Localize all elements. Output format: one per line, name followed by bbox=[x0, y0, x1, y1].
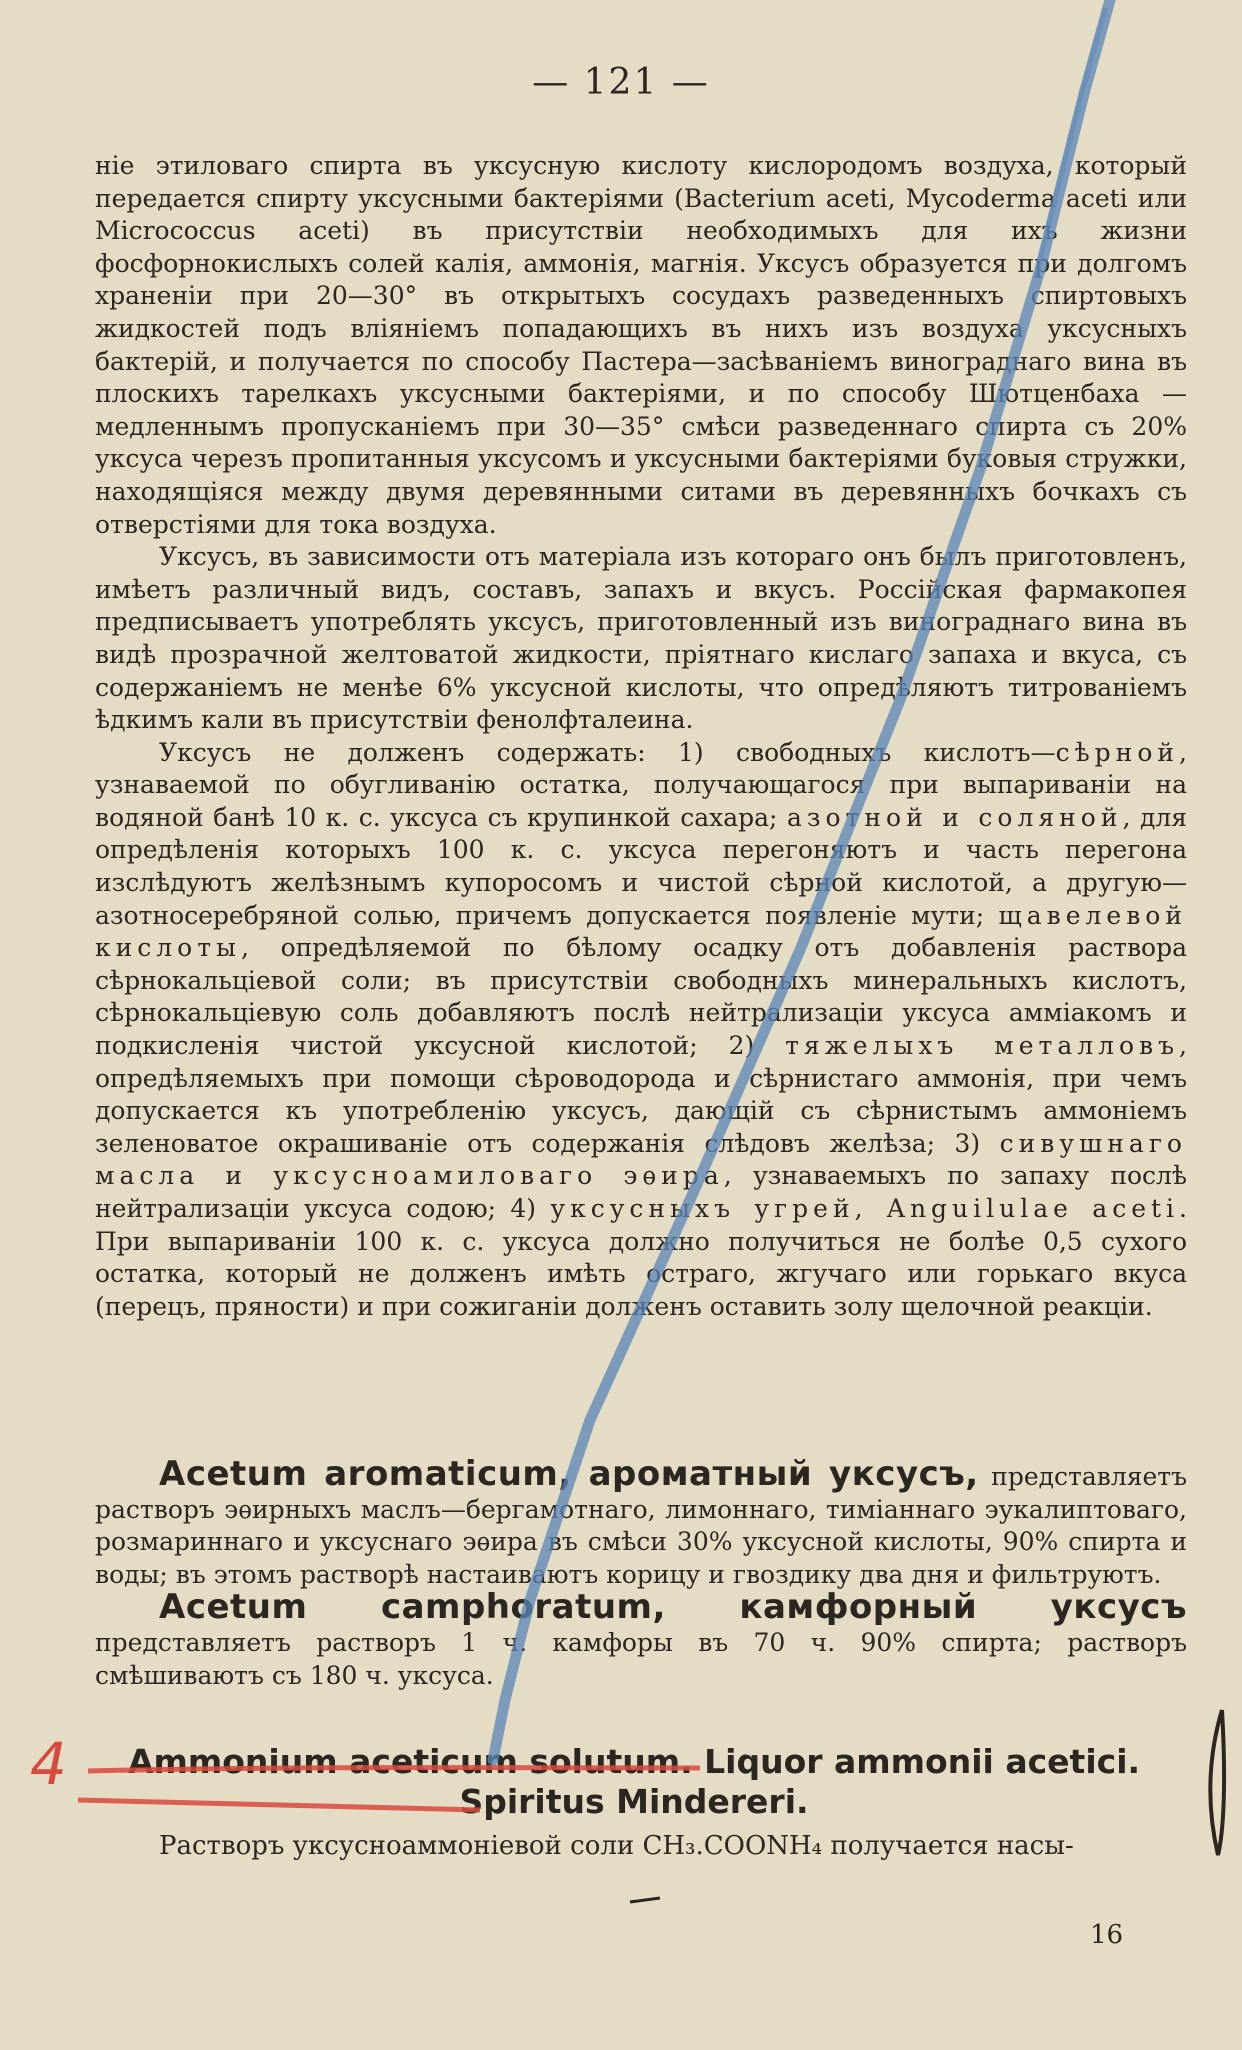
paragraph-vinegar-properties: Уксусъ, въ зависимости отъ матеріала изъ котораго онъ былъ приготовленъ, имѣетъ различный видъ, составъ, запахъ и вкусъ. Россійская фармакопея предписываетъ употреблять уксусъ, приготовленный изъ винограднаго вина въ видѣ прозрачной желтоватой жидкости, пріятнаго кислаго запаха и вкуса, съ содержаніемъ не менѣе 6% уксусной кислоты, что опредѣляютъ титрованіемъ ѣдкимъ кали въ присутствіи фенолфталеина. bbox=[95, 542, 1187, 735]
text-run: , для опредѣленія которыхъ 100 к. с. уксуса перегоняютъ и часть перегона изслѣдуютъ желѣзнымъ купоросомъ и чистой сѣрной кислотой, а другую—азотносеребряной солью, причемъ допускается появленіе мути; bbox=[95, 802, 1187, 930]
text-run: . При выпариваніи 100 к. с. уксуса должно получиться не болѣе 0,5 сухого остатка, который не долженъ имѣть остраго, жгучаго или горькаго вкуса (перецъ, пряности) и при сожиганіи долженъ оставить золу щелочной реакціи. bbox=[95, 1194, 1187, 1321]
red-strike-stroke bbox=[78, 1800, 480, 1810]
entry-heading-camphoratum: Acetum camphoratum, камфорный уксусъ bbox=[159, 1587, 1187, 1628]
entry-heading-aromaticum: Acetum aromaticum, ароматный уксусъ, bbox=[159, 1454, 979, 1494]
red-margin-number: 4 bbox=[30, 1730, 67, 1798]
blue-pen-stroke-edge bbox=[1036, 10, 1105, 276]
red-underline-stroke bbox=[88, 1768, 700, 1771]
continued-paragraph-line: Растворъ уксусноаммоніевой соли CH₃.COONH₄ получается насы- bbox=[159, 1831, 1074, 1861]
text-run: , узнаваемой по обугливанію остатка, получающагося при выпариваніи на водяной банѣ 10 к. с. уксуса съ крупинкой сахара; bbox=[95, 737, 1187, 832]
entry-text-camphoratum: представляетъ растворъ 1 ч. камфоры въ 70 ч. 90% спирта; растворъ смѣшиваютъ съ 180 ч. уксуса. bbox=[95, 1627, 1187, 1690]
emphasis-vinegar-eels: уксусныхъ угрей, Anguilulae aceti bbox=[550, 1194, 1180, 1223]
text-run: , опредѣляемой по бѣлому осадку отъ добавленія раствора сѣрнокальціевой соли; въ присутствіи свободныхъ минеральныхъ кислотъ, сѣрнокальціевую соль добавляютъ послѣ нейтрализаціи уксуса аммiакомъ и подкисленія чистой уксусной кислотой; 2) bbox=[95, 933, 1187, 1061]
text-run: , опредѣляемыхъ при помощи сѣроводорода и сѣрнистаго аммонія, при чемъ допускается къ употребленію уксусъ, дающій съ сѣрнистымъ аммоніемъ зеленоватое окрашиваніе отъ содержанія слѣдовъ желѣза; 3) bbox=[95, 1031, 1187, 1158]
emphasis-sulfuric: сѣрной bbox=[1055, 737, 1180, 767]
blue-pen-stroke bbox=[493, 0, 1110, 1760]
emphasis-oxalic: щавелевой кислоты bbox=[95, 900, 1187, 963]
emphasis-fusel-oil: сивушнаго масла и уксусноамиловаго эѳира bbox=[95, 1128, 1187, 1191]
entry-text-aromaticum: представляетъ растворъ эѳирныхъ маслъ—бергамотнаго, лимоннаго, тиміаннаго эукалиптоваго, розмариннаго и уксуснаго эѳира въ смѣси 30% уксусной кислоты, 90% спирта и воды; въ этомъ растворѣ настаиваютъ корицу и гвоздику два дня и фильтруютъ. bbox=[95, 1462, 1188, 1589]
ink-dash-mark bbox=[630, 1898, 660, 1902]
emphasis-heavy-metals: тяжелыхъ металловъ bbox=[785, 1031, 1180, 1061]
paragraph-vinegar-formation: ніе этиловаго спирта въ уксусную кислоту кислородомъ воздуха, который передается спирту уксусными бактеріями (Bacterium aceti, Mycoderma aceti или Micrococcus aceti) въ присутствіи необходимыхъ для ихъ жизни фосфорнокислыхъ солей калія, аммонія, магнія. Уксусъ образуется при долгомъ храненіи при 20—30° въ открытыхъ сосудахъ разведенныхъ спиртовыхъ жидкостей подъ вліяніемъ попадающихъ въ нихъ изъ воздуха уксусныхъ бактерій, и получается по способу Пастера—засѣваніемъ винограднаго вина въ плоскихъ тарелкахъ уксусными бактеріями, и по способу Шютценбаха — медленнымъ пропусканіемъ при 30—35° смѣси разведеннаго спирта съ 20% уксуса черезъ пропитанныя уксусомъ и уксусными бактеріями буковыя стружки, находящіяся между двумя деревянными ситами въ деревянныхъ бочкахъ съ отверстіями для тока воздуха. bbox=[95, 151, 1187, 539]
section-heading-ammonium-aceticum: Ammonium aceticum solutum. Liquor ammonii acetici. Spiritus Mindereri. bbox=[127, 1742, 1141, 1821]
emphasis-nitric-hydrochloric: азотной и соляной bbox=[786, 802, 1123, 832]
page-number: — 121 — bbox=[532, 62, 710, 103]
margin-pencil-mark bbox=[1210, 1710, 1224, 1855]
text-run: , узнаваемыхъ по запаху послѣ нейтрализаціи уксуса содою; 4) bbox=[95, 1161, 1187, 1223]
text-run: Уксусъ не долженъ содержать: 1) свободныхъ кислотъ— bbox=[159, 737, 1056, 767]
signature-number: 16 bbox=[1090, 1920, 1124, 1950]
